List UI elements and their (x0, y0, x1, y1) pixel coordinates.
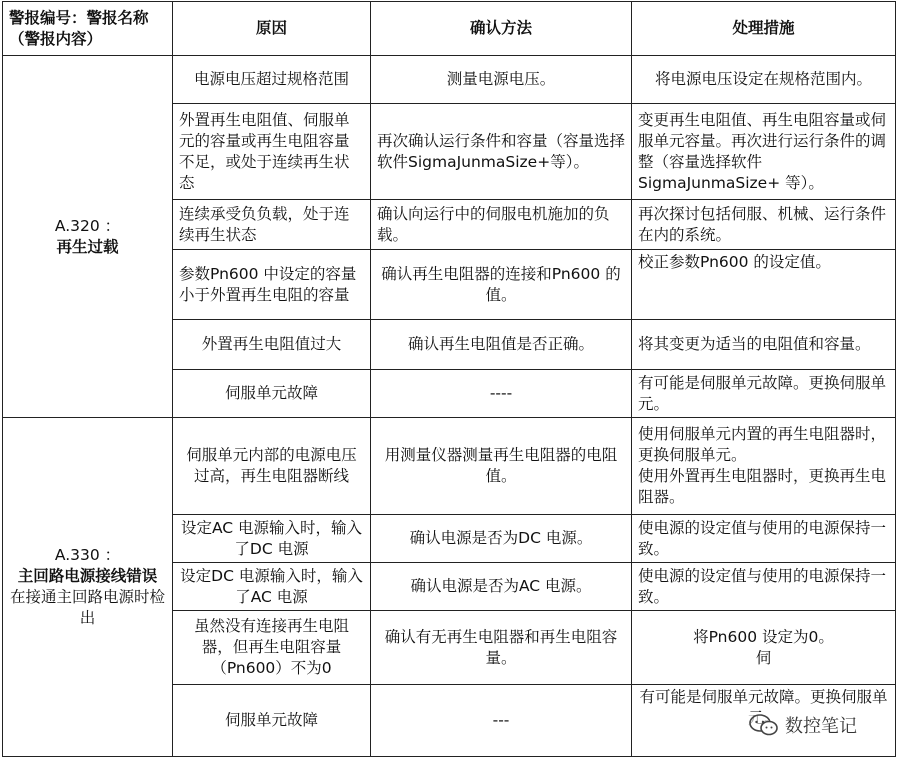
action-cell: 变更再生电阻值、再生电阻容量或伺服单元容量。再次进行运行条件的调整（容量选择软件SigmaJunmaSize+ 等）。 (632, 104, 896, 200)
confirm-cell: 确认电源是否为DC 电源。 (371, 515, 632, 563)
wechat-icon (749, 714, 779, 736)
cause-cell: 设定AC 电源输入时，输入了DC 电源 (173, 515, 371, 563)
cause-cell: 虽然没有连接再生电阻器，但再生电阻容量（Pn600）不为0 (173, 611, 371, 685)
action-cell: 将电源电压设定在规格范围内。 (632, 56, 896, 104)
confirm-cell: 确认再生电阻值是否正确。 (371, 320, 632, 370)
cause-cell: 参数Pn600 中设定的容量小于外置再生电阻的容量 (173, 250, 371, 320)
alarm-code: A.320 ： (54, 216, 121, 235)
alarm-code-cell (3, 56, 173, 418)
alarm-table (2, 1, 896, 757)
confirm-cell: 测量电源电压。 (371, 56, 632, 104)
confirm-cell: 再次确认运行条件和容量（容量选择软件SigmaJunmaSize+等）。 (371, 104, 632, 200)
table-row (3, 56, 896, 104)
header-row (3, 2, 896, 56)
alarm-code-cell (3, 418, 173, 757)
action-text-2: 使用外置再生电阻器时，更换再生电阻器。 (638, 467, 887, 506)
action-cell: 使电源的设定值与使用的电源保持一致。 (632, 515, 896, 563)
cause-cell: 外置再生电阻值过大 (173, 320, 371, 370)
action-cell (632, 611, 896, 685)
watermark-text: 数控笔记 (785, 716, 857, 737)
table-row (3, 418, 896, 515)
cause-cell: 伺服单元故障 (173, 370, 371, 418)
action-cell (632, 418, 896, 515)
confirm-cell: 确认电源是否为AC 电源。 (371, 563, 632, 611)
action-cell: 有可能是伺服单元故障。更换伺服单 (632, 685, 896, 757)
cause-cell: 连续承受负负载，处于连续再生状态 (173, 200, 371, 250)
header-code: 警报编号：警报名称（警报内容） (3, 2, 173, 56)
action-cell: 再次探讨包括伺服、机械、运行条件在内的系统。 (632, 200, 896, 250)
action-text: 将Pn600 设定为0。 (693, 627, 834, 646)
confirm-cell: 确认再生电阻器的连接和Pn600 的值。 (371, 250, 632, 320)
cause-cell: 设定DC 电源输入时，输入了AC 电源 (173, 563, 371, 611)
alarm-name: 主回路电源接线错误 (17, 567, 158, 585)
confirm-cell: 确认向运行中的伺服电机施加的负载。 (371, 200, 632, 250)
action-text: 使用伺服单元内置的再生电阻器时，更换伺服单元。 (638, 425, 887, 464)
header-cause: 原因 (173, 2, 371, 56)
confirm-cell: 用测量仪器测量再生电阻器的电阻值。 (371, 418, 632, 515)
action-cell: 使电源的设定值与使用的电源保持一致。 (632, 563, 896, 611)
action-cell: 有可能是伺服单元故障。更换伺服单元。 (632, 370, 896, 418)
header-action: 处理措施 (632, 2, 896, 56)
cause-cell: 伺服单元内部的电源电压过高，再生电阻器断线 (173, 418, 371, 515)
alarm-code: A.330 ： (54, 546, 121, 564)
confirm-cell: --- (371, 685, 632, 757)
header-confirm: 确认方法 (371, 2, 632, 56)
action-cell: 校正参数Pn600 的设定值。 (632, 250, 896, 320)
confirm-cell: ---- (371, 370, 632, 418)
action-text-2: 伺 (755, 648, 772, 667)
cause-cell: 电源电压超过规格范围 (173, 56, 371, 104)
watermark (745, 712, 861, 738)
action-cell: 将其变更为适当的电阻值和容量。 (632, 320, 896, 370)
confirm-cell: 确认有无再生电阻器和再生电阻容量。 (371, 611, 632, 685)
alarm-note: 在接通主回路电源时检出 (9, 588, 165, 627)
cause-cell: 伺服单元故障 (173, 685, 371, 757)
alarm-name: 再生过载 (56, 237, 119, 256)
cause-cell: 外置再生电阻值、伺服单元的容量或再生电阻容量不足，或处于连续再生状态 (173, 104, 371, 200)
